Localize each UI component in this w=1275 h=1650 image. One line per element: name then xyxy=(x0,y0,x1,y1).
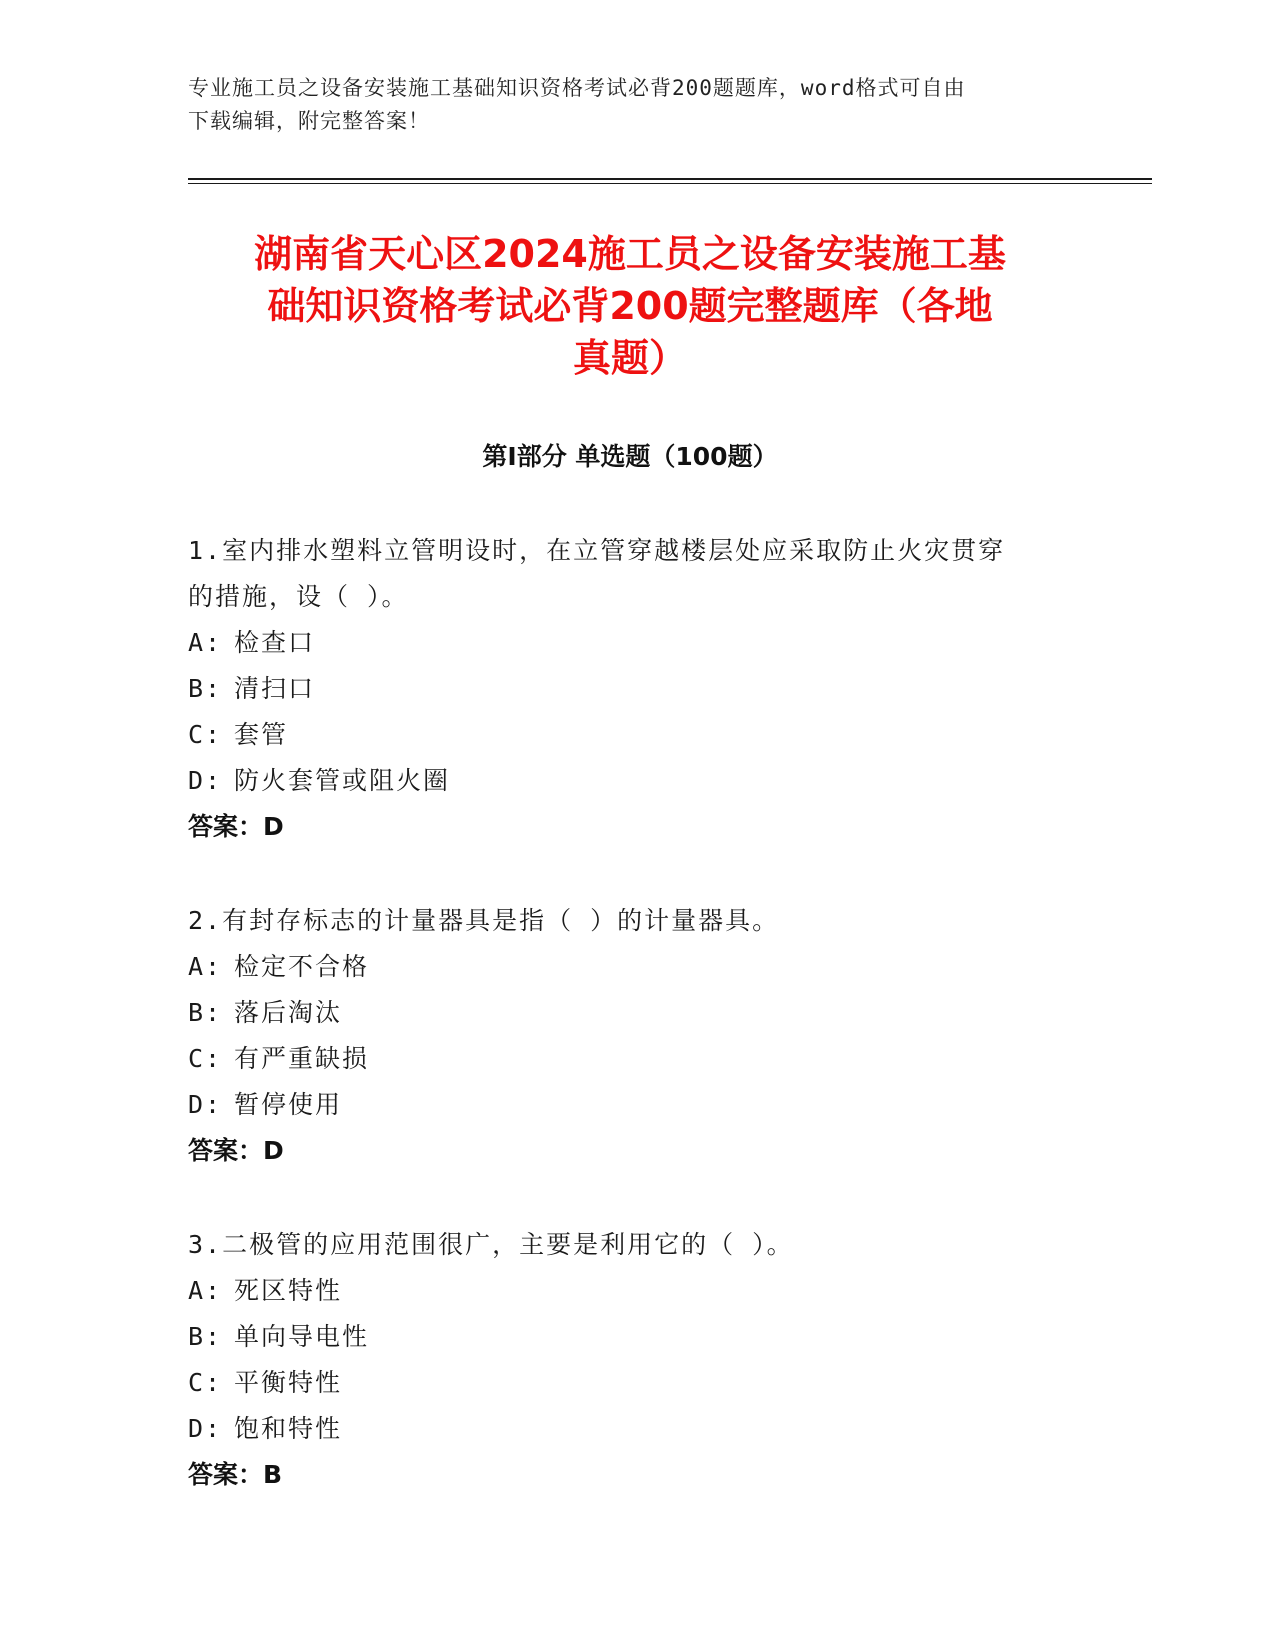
header-note xyxy=(188,72,1088,138)
option-letter: B: xyxy=(188,674,223,703)
option-letter: A: xyxy=(188,1276,223,1305)
header-divider-thick xyxy=(188,178,1152,180)
option-text: 有严重缺损 xyxy=(234,1044,370,1073)
option-text: 饱和特性 xyxy=(234,1414,343,1443)
question-answer: 答案：B xyxy=(188,1460,283,1489)
option-letter: D: xyxy=(188,766,223,795)
document-title-line: 础知识资格考试必背200题完整题库（各地 xyxy=(267,284,993,328)
option-letter: A: xyxy=(188,952,223,981)
option-letter: C: xyxy=(188,1368,223,1397)
question-option xyxy=(188,620,1088,666)
option-letter: B: xyxy=(188,998,223,1027)
question-option xyxy=(188,666,1088,712)
option-letter: A: xyxy=(188,628,223,657)
header-note-line: 下载编辑，附完整答案！ xyxy=(188,109,430,133)
question-option xyxy=(188,1314,1088,1360)
option-letter: C: xyxy=(188,1044,223,1073)
option-text: 落后淘汰 xyxy=(234,998,343,1027)
question-option xyxy=(188,712,1088,758)
document-title xyxy=(150,228,1110,384)
option-text: 检定不合格 xyxy=(234,952,370,981)
question-option xyxy=(188,758,1088,804)
question-stem: 1.室内排水塑料立管明设时，在立管穿越楼层处应采取防止火灾贯穿 xyxy=(188,536,1006,565)
document-title-line: 湖南省天心区2024施工员之设备安装施工基 xyxy=(254,232,1006,276)
question-answer: 答案：D xyxy=(188,812,284,841)
option-text: 死区特性 xyxy=(234,1276,343,1305)
option-text: 清扫口 xyxy=(234,674,316,703)
question-option xyxy=(188,1036,1088,1082)
option-letter: B: xyxy=(188,1322,223,1351)
option-text: 平衡特性 xyxy=(234,1368,343,1397)
question-item xyxy=(188,528,1088,850)
header-divider-thin xyxy=(188,183,1152,184)
option-text: 防火套管或阻火圈 xyxy=(234,766,451,795)
option-text: 单向导电性 xyxy=(234,1322,370,1351)
option-letter: C: xyxy=(188,720,223,749)
option-text: 套管 xyxy=(234,720,289,749)
question-option xyxy=(188,944,1088,990)
option-text: 暂停使用 xyxy=(234,1090,343,1119)
document-title-line: 真题） xyxy=(572,336,687,380)
question-item xyxy=(188,898,1088,1174)
header-note-line: 专业施工员之设备安装施工基础知识资格考试必背200题题库，word格式可自由 xyxy=(188,76,966,100)
question-option xyxy=(188,1360,1088,1406)
question-option xyxy=(188,1268,1088,1314)
section-heading: 第Ⅰ部分 单选题（100题） xyxy=(482,442,778,471)
option-text: 检查口 xyxy=(234,628,316,657)
question-stem: 3.二极管的应用范围很广，主要是利用它的（ ）。 xyxy=(188,1230,794,1259)
question-option xyxy=(188,1082,1088,1128)
question-option xyxy=(188,1406,1088,1452)
question-option xyxy=(188,990,1088,1036)
option-letter: D: xyxy=(188,1414,223,1443)
question-item xyxy=(188,1222,1088,1498)
question-list xyxy=(188,528,1088,1546)
question-stem: 2.有封存标志的计量器具是指（ ）的计量器具。 xyxy=(188,906,780,935)
option-letter: D: xyxy=(188,1090,223,1119)
question-answer: 答案：D xyxy=(188,1136,284,1165)
question-stem: 的措施，设（ ）。 xyxy=(188,582,409,611)
